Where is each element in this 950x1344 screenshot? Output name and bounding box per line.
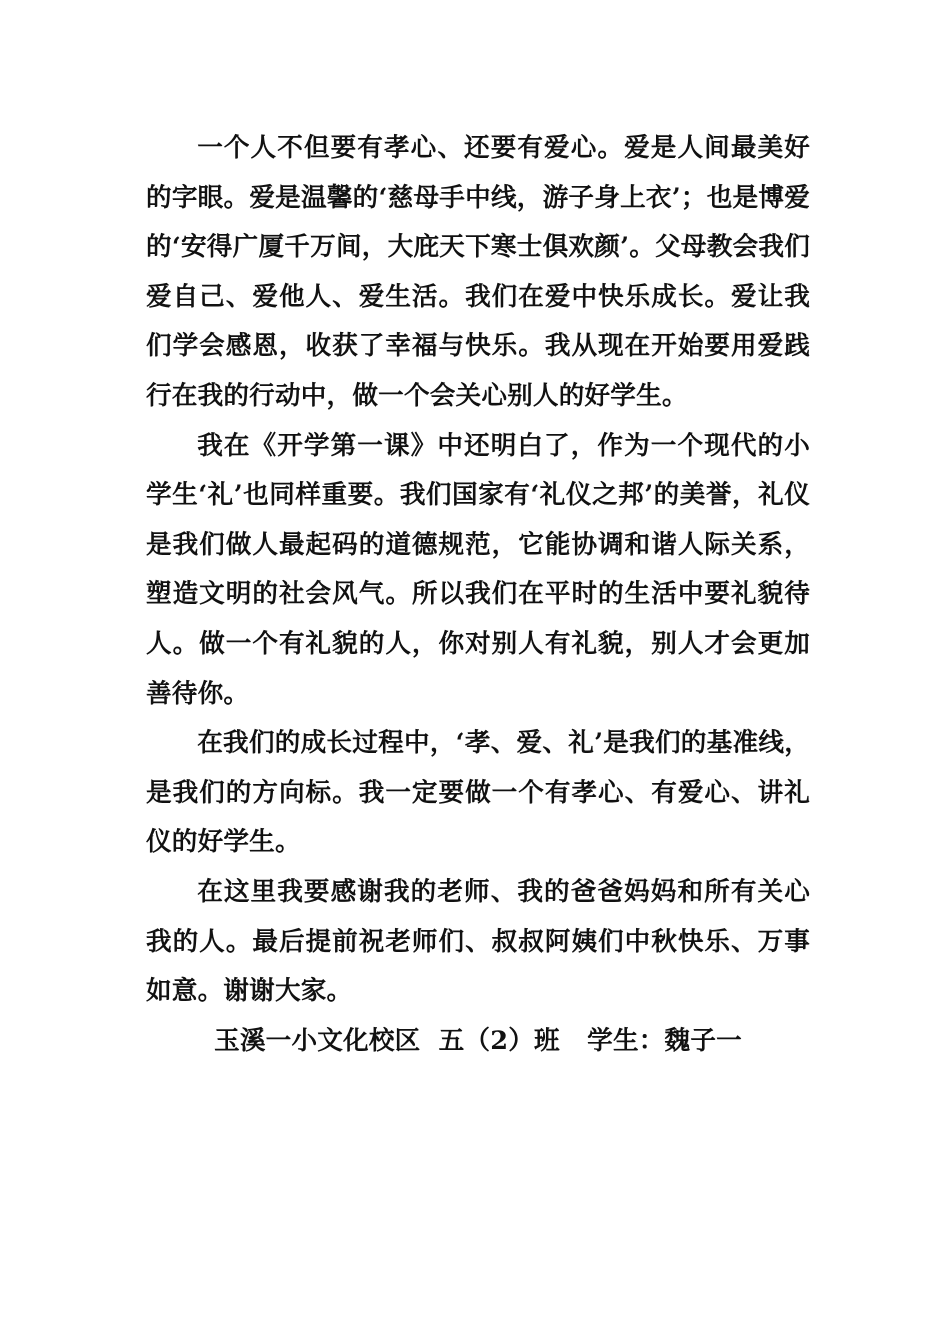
paragraph-etiquette: 我在《开学第一课》中还明白了，作为一个现代的小学生‘礼’也同样重要。我们国家有‘礼仪之邦’的美誉，礼仪是我们做人最起码的道德规范，它能协调和谐人际关系，塑造文明的社会风气。所以我们在平时的生活中要礼貌待人。做一个有礼貌的人，你对别人有礼貌，别人才会更加善待你。 — [146, 430, 810, 709]
paragraph-thanks: 在这里我要感谢我的老师、我的爸爸妈妈和所有关心我的人。最后提前祝老师们、叔叔阿姨们中秋快乐、万事如意。谢谢大家。 — [146, 876, 810, 1007]
paragraph-love: 一个人不但要有孝心、还要有爱心。爱是人间最美好的字眼。爱是温馨的‘慈母手中线，游子身上衣’；也是博爱的‘安得广厦千万间，大庇天下寒士俱欢颜’。父母教会我们爱自己、爱他人、爱生活。我们在爱中快乐成长。爱让我们学会感恩，收获了幸福与快乐。我从现在开始要用爱践行在我的行动中，做一个会关心别人的好学生。 — [146, 133, 810, 411]
signature-line: 玉溪一小文化校区 五（2）班 学生：魏子一 — [214, 1025, 742, 1056]
paragraph-growth: 在我们的成长过程中，‘孝、爱、礼’是我们的基准线，是我们的方向标。我一定要做一个有孝心、有爱心、讲礼仪的好学生。 — [146, 728, 810, 858]
document-body — [146, 124, 810, 1066]
